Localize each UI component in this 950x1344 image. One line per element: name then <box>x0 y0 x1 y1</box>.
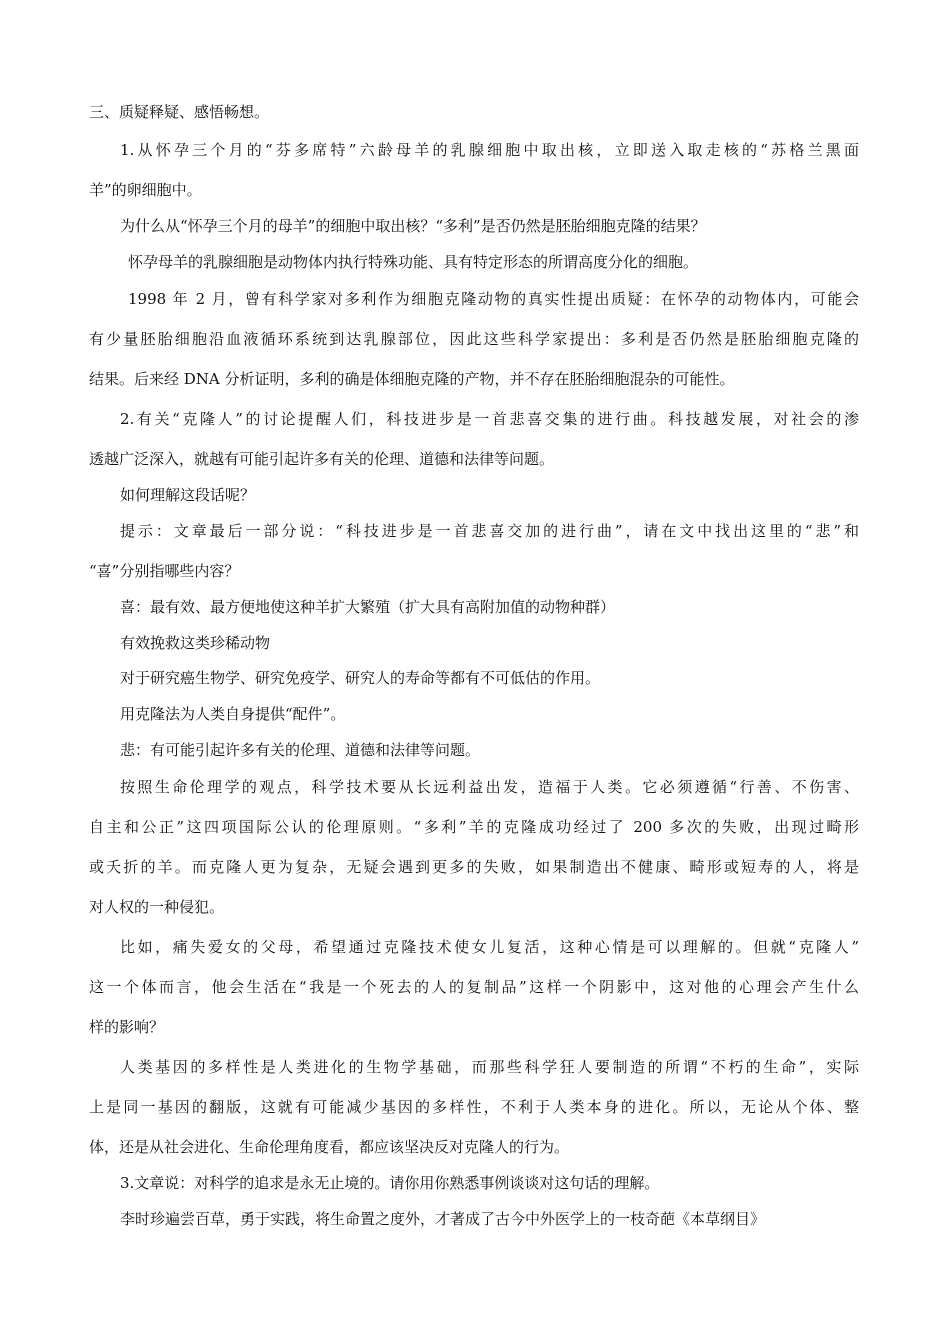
text-line: 用克隆法为人类自身提供“配件”。 <box>120 705 346 723</box>
text-line: 怀孕母羊的乳腺细胞是动物体内执行特殊功能、具有特定形态的所谓高度分化的细胞。 <box>128 253 699 271</box>
text-line: 有效挽救这类珍稀动物 <box>120 634 271 652</box>
text-line: 比如，痛失爱女的父母，希望通过克隆技术使女儿复活，这种心情是可以理解的。但就“克隆人” <box>120 938 859 956</box>
text-line: “喜”分别指哪些内容？ <box>89 562 240 580</box>
text-line: 羊”的卵细胞中。 <box>89 181 202 199</box>
text-line: 这一个体而言，他会生活在“我是一个死去的人的复制品”这样一个阴影中，这对他的心理会产生什么 <box>89 978 859 996</box>
text-line: 按照生命伦理学的观点，科学技术要从长远利益出发，造福于人类。它必须遵循“行善、不伤害、 <box>120 778 859 796</box>
text-line: 或夭折的羊。而克隆人更为复杂，无疑会遇到更多的失败，如果制造出不健康、畸形或短寿的人，将是 <box>89 858 859 876</box>
text-line: 为什么从“怀孕三个月的母羊”的细胞中取出核？“多利”是否仍然是胚胎细胞克隆的结果？ <box>120 217 706 235</box>
text-line: 自主和公正”这四项国际公认的伦理原则。“多利”羊的克隆成功经过了 200 多次的失败，出现过畸形 <box>89 818 859 836</box>
text-line: 1.从怀孕三个月的“芬多席特”六龄母羊的乳腺细胞中取出核，立即送入取走核的“苏格兰黑面 <box>120 141 859 159</box>
text-line: 结果。后来经 DNA 分析证明，多利的确是体细胞克隆的产物，并不存在胚胎细胞混杂的可能性。 <box>89 370 735 388</box>
text-line: 喜：最有效、最方便地使这种羊扩大繁殖（扩大具有高附加值的动物种群） <box>120 598 616 616</box>
text-line: 有少量胚胎细胞沿血液循环系统到达乳腺部位，因此这些科学家提出：多利是否仍然是胚胎细胞克隆的 <box>89 330 859 348</box>
text-line: 人类基因的多样性是人类进化的生物学基础，而那些科学狂人要制造的所谓“不朽的生命”，实际 <box>120 1058 859 1076</box>
text-line: 样的影响？ <box>89 1018 165 1036</box>
text-line: 对人权的一种侵犯。 <box>89 898 225 916</box>
text-line: 体，还是从社会进化、生命伦理角度看，都应该坚决反对克隆人的行为。 <box>89 1138 570 1156</box>
text-line: 2.有关“克隆人”的讨论提醒人们，科技进步是一首悲喜交集的进行曲。科技越发展，对社会的渗 <box>120 410 859 428</box>
text-line: 对于研究癌生物学、研究免疫学、研究人的寿命等都有不可低估的作用。 <box>120 669 601 687</box>
text-line: 悲：有可能引起许多有关的伦理、道德和法律等问题。 <box>120 741 481 759</box>
text-line: 1998 年 2 月，曾有科学家对多利作为细胞克隆动物的真实性提出质疑：在怀孕的动物体内，可能会 <box>128 290 859 308</box>
text-line: 如何理解这段话呢？ <box>120 486 256 504</box>
text-line: 提示：文章最后一部分说：“科技进步是一首悲喜交加的进行曲”，请在文中找出这里的“悲”和 <box>120 522 859 540</box>
text-line: 李时珍遍尝百草，勇于实践，将生命置之度外，才著成了古今中外医学上的一枝奇葩《本草纲目》 <box>120 1210 766 1228</box>
text-line: 3.文章说：对科学的追求是永无止境的。请你用你熟悉事例谈谈对这句话的理解。 <box>120 1174 660 1192</box>
section-heading: 三、质疑释疑、感悟畅想。 <box>89 103 270 121</box>
text-line: 上是同一基因的翻版，这就有可能减少基因的多样性，不利于人类本身的进化。所以，无论从个体、整 <box>89 1098 859 1116</box>
text-line: 透越广泛深入，就越有可能引起许多有关的伦理、道德和法律等问题。 <box>89 450 555 468</box>
